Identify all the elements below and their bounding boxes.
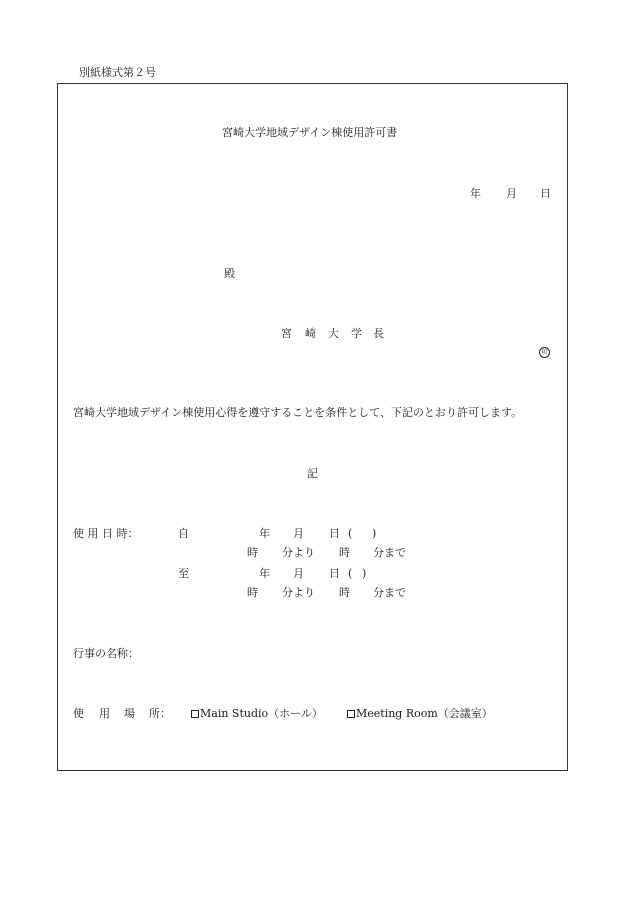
from-year: 年 xyxy=(259,527,270,540)
event-name-label: 行事の名称： xyxy=(73,647,139,660)
to-hour-end: 時 xyxy=(339,586,350,599)
form-frame xyxy=(57,83,568,771)
to-year: 年 xyxy=(259,567,270,580)
location-option-main-studio[interactable] xyxy=(191,707,323,721)
from-label: 自 xyxy=(178,527,189,540)
to-hour: 時 xyxy=(247,586,258,599)
to-paren-close: ) xyxy=(362,567,367,580)
note-heading: 記 xyxy=(307,467,318,480)
location-label-char: 場 xyxy=(124,707,135,720)
document-title: 宮崎大学地域デザイン棟使用許可書 xyxy=(222,126,398,139)
from-minute-from: 分より xyxy=(282,546,315,559)
from-hour-end: 時 xyxy=(339,546,350,559)
permission-statement: 宮崎大学地域デザイン棟使用心得を遵守することを条件として、下記のとおり許可します。 xyxy=(73,406,523,419)
addressee-suffix: 殿 xyxy=(224,267,235,280)
issue-date-day: 日 xyxy=(540,187,551,200)
issue-date-year: 年 xyxy=(470,187,481,200)
location-label-char: 用 xyxy=(99,707,110,720)
to-month: 月 xyxy=(293,567,304,580)
to-day: 日 xyxy=(329,567,340,580)
checkbox-icon[interactable] xyxy=(191,710,199,718)
option-label: Meeting Room（会議室） xyxy=(356,707,493,720)
usage-datetime-label: 使 用 日 時： xyxy=(73,527,139,540)
to-minute-from: 分より xyxy=(282,586,315,599)
from-hour: 時 xyxy=(247,546,258,559)
to-paren-open: ( xyxy=(348,567,353,580)
from-paren-open: ( xyxy=(348,527,353,540)
from-minute-to: 分まで xyxy=(373,546,406,559)
to-label: 至 xyxy=(178,567,189,580)
from-month: 月 xyxy=(293,527,304,540)
issuer-char: 大 xyxy=(328,327,339,340)
location-label-char: 所： xyxy=(149,707,171,720)
option-label: Main Studio（ホール） xyxy=(200,707,323,720)
from-paren-close: ) xyxy=(372,527,377,540)
issuer-char: 宮 xyxy=(281,327,292,340)
form-number: 別紙様式第２号 xyxy=(79,66,156,79)
to-minute-to: 分まで xyxy=(373,586,406,599)
issuer-char: 学 xyxy=(351,327,362,340)
issue-date-month: 月 xyxy=(506,187,517,200)
issuer-char: 崎 xyxy=(305,327,316,340)
checkbox-icon[interactable] xyxy=(347,710,355,718)
from-day: 日 xyxy=(329,527,340,540)
location-label-char: 使 xyxy=(73,707,84,720)
issuer-char: 長 xyxy=(373,327,384,340)
location-option-meeting-room[interactable] xyxy=(347,707,493,721)
seal-mark: 印 xyxy=(539,347,550,358)
